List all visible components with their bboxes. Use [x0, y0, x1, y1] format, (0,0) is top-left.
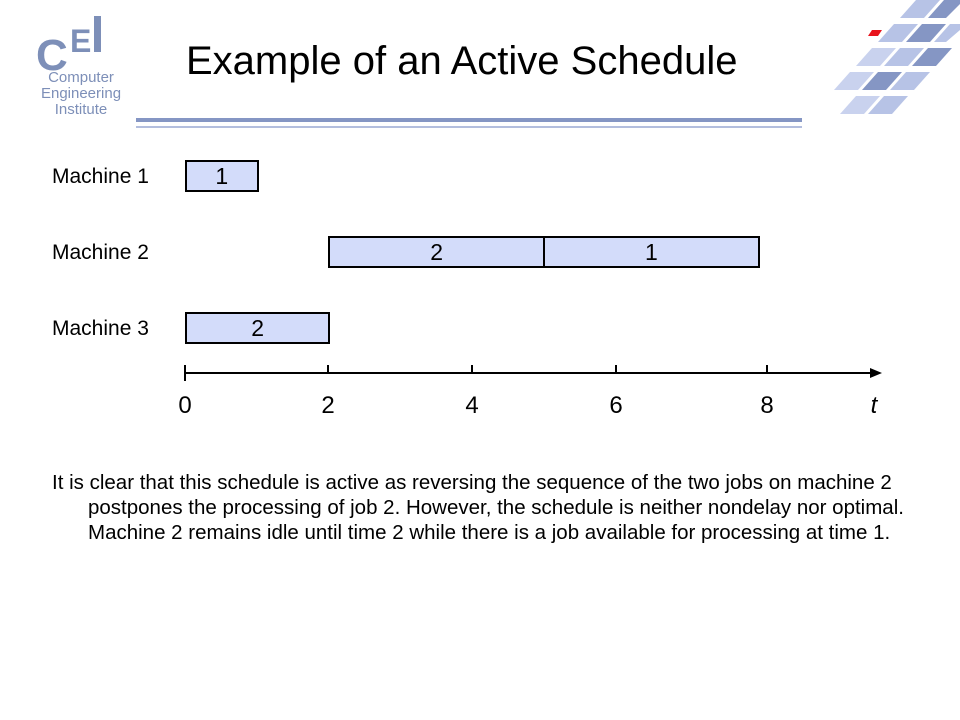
- svg-text:C: C: [36, 31, 68, 74]
- machine-1-label: Machine 1: [52, 165, 149, 188]
- decorative-checker-pattern: [820, 0, 960, 130]
- title-underline-thin: [136, 126, 802, 128]
- logo-line-computer: Computer: [48, 69, 114, 86]
- svg-text:E: E: [70, 23, 92, 59]
- axis-variable-label: t: [870, 392, 878, 419]
- machine-3-label: Machine 3: [52, 317, 149, 340]
- axis-arrow: [870, 368, 882, 378]
- machine-2-label: Machine 2: [52, 241, 149, 264]
- axis-tick-label-4: 4: [465, 392, 479, 419]
- job-bar-machine-3-job-2: 2: [185, 312, 330, 344]
- axis-tick-label-6: 6: [609, 392, 623, 419]
- axis-tick-label-0: 0: [178, 392, 192, 419]
- logo-line-engineering: Engineering: [40, 85, 122, 102]
- cei-logo: [26, 12, 136, 124]
- job-bar-machine-2-job-2: 2: [328, 236, 545, 268]
- checker-blocks: [834, 0, 960, 114]
- title-underline: [136, 118, 802, 130]
- slide-title: Example of an Active Schedule: [186, 39, 738, 83]
- cei-letters-mark: [32, 12, 112, 74]
- time-axis: [170, 360, 890, 390]
- logo-caption: [26, 70, 136, 118]
- checker-red-accent: [868, 30, 882, 36]
- job-bar-machine-2-job-1: 1: [543, 236, 760, 268]
- axis-tick-label-2: 2: [321, 392, 335, 419]
- title-underline-thick: [136, 118, 802, 122]
- axis-tick-label-8: 8: [760, 392, 774, 419]
- logo-line-institute: Institute: [54, 101, 108, 118]
- job-bar-machine-1-job-1: 1: [185, 160, 259, 192]
- explanation-paragraph: It is clear that this schedule is active as reversing the sequence of the two jobs on machine 2 postpones the processing of job 2. However, the schedule is neither nondelay nor optimal. Machine 2 remains idle until time 2 while there is a job available for processing at time 1.: [52, 471, 904, 544]
